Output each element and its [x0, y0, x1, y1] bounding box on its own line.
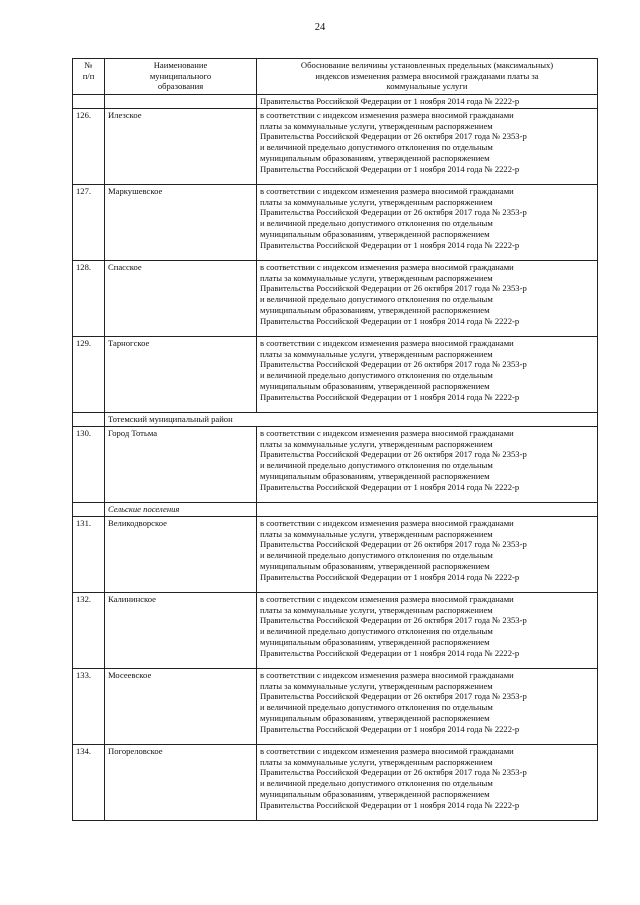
table-row [73, 427, 598, 503]
basis-text: в соответствии с индексом изменения размера вносимой гражданами платы за коммунальные услуги, утвержденным распоряжением Правительства Российской Федерации от 26 октября 2017 года № 2353-р и величиной предельно допустимого отклонения по отдельным муниципальным образованиям, утвержденной распоряжением Правительства Российской Федерации от 1 ноября 2014 года № 2222-р [257, 427, 598, 503]
table-row [73, 337, 598, 413]
municipality-name: Великодворское [105, 517, 257, 593]
table-row [73, 517, 598, 593]
municipality-name: Спасское [105, 261, 257, 337]
table-row [73, 745, 598, 821]
table-row [73, 185, 598, 261]
tariff-index-table [72, 58, 598, 821]
row-number: 127. [73, 185, 105, 261]
section-title-row [73, 413, 598, 427]
table-row [73, 109, 598, 185]
row-number: 133. [73, 669, 105, 745]
row-number: 126. [73, 109, 105, 185]
basis-text: в соответствии с индексом изменения размера вносимой гражданами платы за коммунальные услуги, утвержденным распоряжением Правительства Российской Федерации от 26 октября 2017 года № 2353-р и величиной предельно допустимого отклонения по отдельным муниципальным образованиям, утвержденной распоряжением Правительства Российской Федерации от 1 ноября 2014 года № 2222-р [257, 337, 598, 413]
row-number: 129. [73, 337, 105, 413]
basis-text: в соответствии с индексом изменения размера вносимой гражданами платы за коммунальные услуги, утвержденным распоряжением Правительства Российской Федерации от 26 октября 2017 года № 2353-р и величиной предельно допустимого отклонения по отдельным муниципальным образованиям, утвержденной распоряжением Правительства Российской Федерации от 1 ноября 2014 года № 2222-р [257, 517, 598, 593]
basis-text: в соответствии с индексом изменения размера вносимой гражданами платы за коммунальные услуги, утвержденным распоряжением Правительства Российской Федерации от 26 октября 2017 года № 2353-р и величиной предельно допустимого отклонения по отдельным муниципальным образованиям, утвержденной распоряжением Правительства Российской Федерации от 1 ноября 2014 года № 2222-р [257, 185, 598, 261]
row-number: 134. [73, 745, 105, 821]
subsection-title: Сельские поселения [105, 503, 257, 517]
municipality-name: Илезское [105, 109, 257, 185]
basis-text: в соответствии с индексом изменения размера вносимой гражданами платы за коммунальные услуги, утвержденным распоряжением Правительства Российской Федерации от 26 октября 2017 года № 2353-р и величиной предельно допустимого отклонения по отдельным муниципальным образованиям, утвержденной распоряжением Правительства Российской Федерации от 1 ноября 2014 года № 2222-р [257, 745, 598, 821]
subsection-title-row [73, 503, 598, 517]
basis-text: в соответствии с индексом изменения размера вносимой гражданами платы за коммунальные услуги, утвержденным распоряжением Правительства Российской Федерации от 26 октября 2017 года № 2353-р и величиной предельно допустимого отклонения по отдельным муниципальным образованиям, утвержденной распоряжением Правительства Российской Федерации от 1 ноября 2014 года № 2222-р [257, 593, 598, 669]
continuation-row [73, 95, 598, 109]
row-number: 130. [73, 427, 105, 503]
row-number: 131. [73, 517, 105, 593]
municipality-name: Погореловское [105, 745, 257, 821]
municipality-name: Город Тотьма [105, 427, 257, 503]
continuation-text: Правительства Российской Федерации от 1 ноября 2014 года № 2222-р [257, 95, 598, 109]
municipality-name: Тарногское [105, 337, 257, 413]
header-basis: Обоснование величины установленных предельных (максимальных) индексов изменения размера вносимой гражданами платы за коммунальные услуги [257, 59, 598, 95]
municipality-name: Маркушевское [105, 185, 257, 261]
table-row [73, 593, 598, 669]
section-title: Тотемский муниципальный район [105, 413, 598, 427]
page-number: 24 [314, 22, 326, 33]
basis-text: в соответствии с индексом изменения размера вносимой гражданами платы за коммунальные услуги, утвержденным распоряжением Правительства Российской Федерации от 26 октября 2017 года № 2353-р и величиной предельно допустимого отклонения по отдельным муниципальным образованиям, утвержденной распоряжением Правительства Российской Федерации от 1 ноября 2014 года № 2222-р [257, 261, 598, 337]
basis-text: в соответствии с индексом изменения размера вносимой гражданами платы за коммунальные услуги, утвержденным распоряжением Правительства Российской Федерации от 26 октября 2017 года № 2353-р и величиной предельно допустимого отклонения по отдельным муниципальным образованиям, утвержденной распоряжением Правительства Российской Федерации от 1 ноября 2014 года № 2222-р [257, 109, 598, 185]
header-municipality: Наименование муниципального образования [105, 59, 257, 95]
basis-text: в соответствии с индексом изменения размера вносимой гражданами платы за коммунальные услуги, утвержденным распоряжением Правительства Российской Федерации от 26 октября 2017 года № 2353-р и величиной предельно допустимого отклонения по отдельным муниципальным образованиям, утвержденной распоряжением Правительства Российской Федерации от 1 ноября 2014 года № 2222-р [257, 669, 598, 745]
municipality-name: Калининское [105, 593, 257, 669]
table-row [73, 261, 598, 337]
table-header-row [73, 59, 598, 95]
table-row [73, 669, 598, 745]
municipality-name: Мосеевское [105, 669, 257, 745]
row-number: 128. [73, 261, 105, 337]
row-number: 132. [73, 593, 105, 669]
header-number: № п/п [73, 59, 105, 95]
